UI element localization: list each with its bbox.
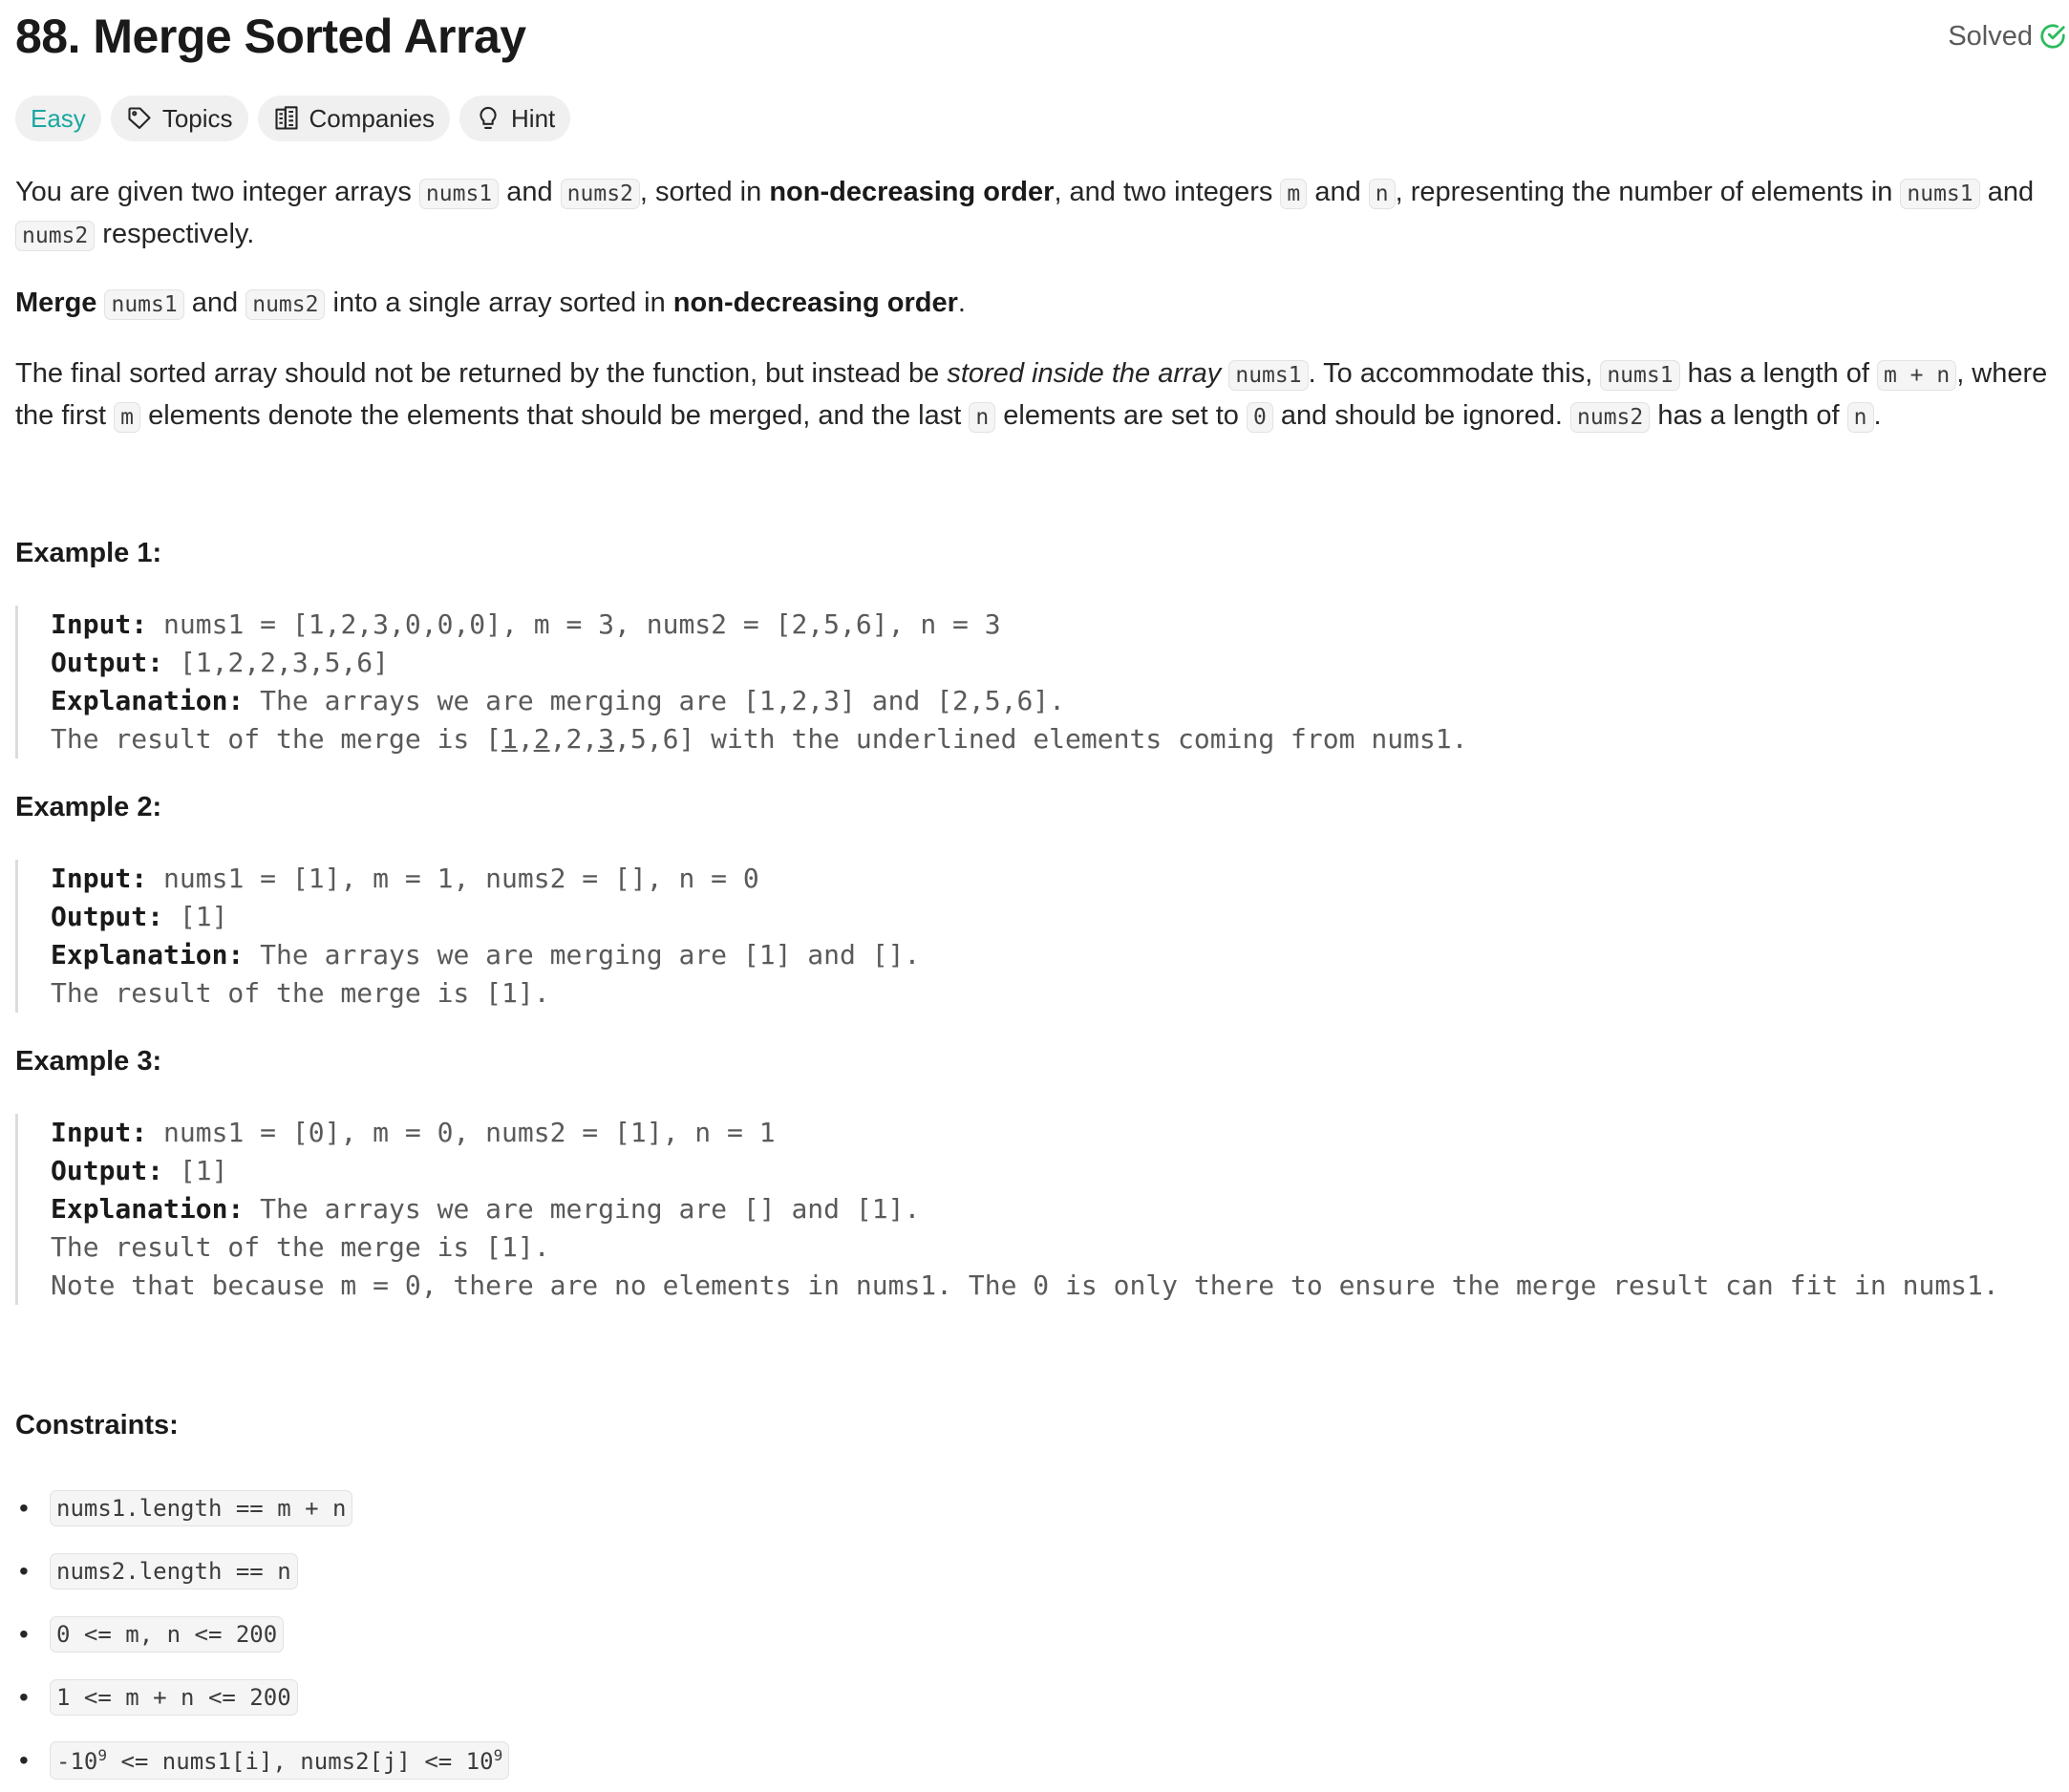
explanation-line: ,5,6] with the underlined elements coming from nums1. [614,723,1468,755]
inline-code: nums2 [245,289,325,320]
inline-code: nums2 [1570,402,1650,433]
text: , sorted in [639,177,770,207]
output-value: [1,2,2,3,5,6] [163,647,390,678]
description-paragraph-2 [15,283,2069,325]
list-item [15,1666,509,1729]
explanation-value: The arrays we are merging are [] and [1]. [244,1193,921,1225]
inline-code: nums1 [419,179,499,209]
constraint-code: • nums1.length == m + n [50,1490,352,1526]
inline-code: nums1 [1228,360,1308,391]
inline-code: n [1847,402,1874,433]
explanation-label: Explanation: [51,1193,245,1225]
list-item [15,1603,509,1666]
text: , and two integers [1054,177,1281,207]
inline-code: m + n [1877,360,1956,391]
input-value: nums1 = [1], m = 1, nums2 = [], n = 0 [147,863,759,894]
underlined-element: 2 [533,723,550,755]
explanation-value: The arrays we are merging are [1] and []. [244,939,921,971]
example-2-block [15,860,920,1013]
description-paragraph-1 [15,172,2069,256]
solved-label: Solved [1948,21,2033,52]
companies-chip[interactable] [258,96,451,141]
text: and should be ignored. [1272,400,1571,431]
output-label: Output: [51,1155,164,1186]
explanation-label: Explanation: [51,685,245,716]
list-item [15,1477,509,1540]
constraint-code: • 1 <= m + n <= 200 [50,1679,298,1716]
text: has a length of [1650,400,1847,431]
list-item [15,1729,509,1792]
inline-code: nums1 [1600,360,1679,391]
explanation-line: The result of the merge is [ [51,723,502,755]
building-icon [273,105,300,132]
text: elements are set to [995,400,1247,431]
explanation-line: Note that because m = 0, there are no elements in nums1. The 0 is only there to ensure the merge result can fit in nums1. [51,1269,1999,1301]
example-1-block [15,606,1467,758]
explanation-line: , [517,723,534,755]
exponent: 9 [97,1746,107,1764]
constraints-heading: Constraints: [15,1410,179,1440]
text: elements denote the elements that should be merged, and the last [140,400,970,431]
inline-code: nums2 [561,179,640,209]
tag-chips [15,96,570,141]
explanation-label: Explanation: [51,939,245,971]
output-label: Output: [51,901,164,932]
constraints-list [15,1477,509,1792]
inline-code: nums2 [15,221,95,251]
inline-code: m [114,402,140,433]
title-row [15,6,2069,67]
input-label: Input: [51,863,148,894]
difficulty-label: Easy [31,103,86,133]
input-value: nums1 = [0], m = 0, nums2 = [1], n = 1 [147,1117,776,1148]
explanation-value: The arrays we are merging are [1,2,3] and [2,5,6]. [244,685,1066,716]
explanation-line: The result of the merge is [1]. [51,977,550,1009]
text: <= nums1[i], nums2[j] <= 10 [107,1748,494,1775]
example-3-heading: Example 3: [15,1046,162,1077]
constraint-code [50,1741,509,1780]
output-value: [1] [163,1155,228,1186]
text: into a single array sorted in [325,288,673,318]
inline-code: 0 [1247,402,1273,433]
inline-code: n [969,402,995,433]
text: You are given two integer arrays [15,177,419,207]
topics-chip[interactable] [111,96,248,141]
inline-code: nums1 [104,289,183,320]
underlined-element: 3 [598,723,615,755]
text: . To accommodate this, [1308,358,1601,389]
constraint-code: • nums2.length == n [50,1553,298,1589]
bold-text: non-decreasing order [769,177,1055,207]
output-label: Output: [51,647,164,678]
problem-title: 88. Merge Sorted Array [15,10,526,63]
text: has a length of [1679,358,1877,389]
hint-label: Hint [511,103,556,133]
bold-text: Merge [15,288,97,318]
exponent: 9 [493,1746,503,1764]
text: and [499,177,561,207]
text: and [1979,177,2035,207]
topics-label: Topics [161,103,233,133]
input-label: Input: [51,1117,148,1148]
text: The final sorted array should not be returned by the function, but instead be [15,358,948,389]
text: , representing the number of elements in [1395,177,1901,207]
hint-chip[interactable] [459,96,570,141]
list-item [15,1540,509,1603]
description-paragraph-3 [15,353,2069,437]
example-3-block [15,1114,1999,1305]
text: and [183,288,246,318]
text: , where the first [15,358,2048,431]
inline-code: n [1369,179,1396,209]
explanation-line: The result of the merge is [1]. [51,1231,550,1263]
difficulty-chip[interactable] [15,96,101,141]
explanation-line: ,2, [549,723,599,755]
underlined-element: 1 [501,723,518,755]
bold-text: non-decreasing order [672,288,958,318]
text: and [1307,177,1369,207]
inline-code: nums1 [1900,179,1979,209]
companies-label: Companies [309,103,436,133]
tag-icon [126,105,153,132]
input-value: nums1 = [1,2,3,0,0,0], m = 3, nums2 = [2,5,6], n = 3 [147,608,1001,640]
example-2-heading: Example 2: [15,792,162,822]
output-value: [1] [163,901,228,932]
lightbulb-icon [475,105,501,132]
text: . [1873,400,1882,431]
solved-status [1948,17,2067,55]
text: . [957,288,966,318]
italic-text: stored inside the array [947,358,1222,389]
check-circle-icon [2038,22,2067,51]
input-label: Input: [51,608,148,640]
text: -10 [56,1748,98,1775]
text: respectively. [95,219,255,249]
inline-code: m [1280,179,1307,209]
constraint-code: • 0 <= m, n <= 200 [50,1616,284,1653]
example-1-heading: Example 1: [15,538,162,568]
